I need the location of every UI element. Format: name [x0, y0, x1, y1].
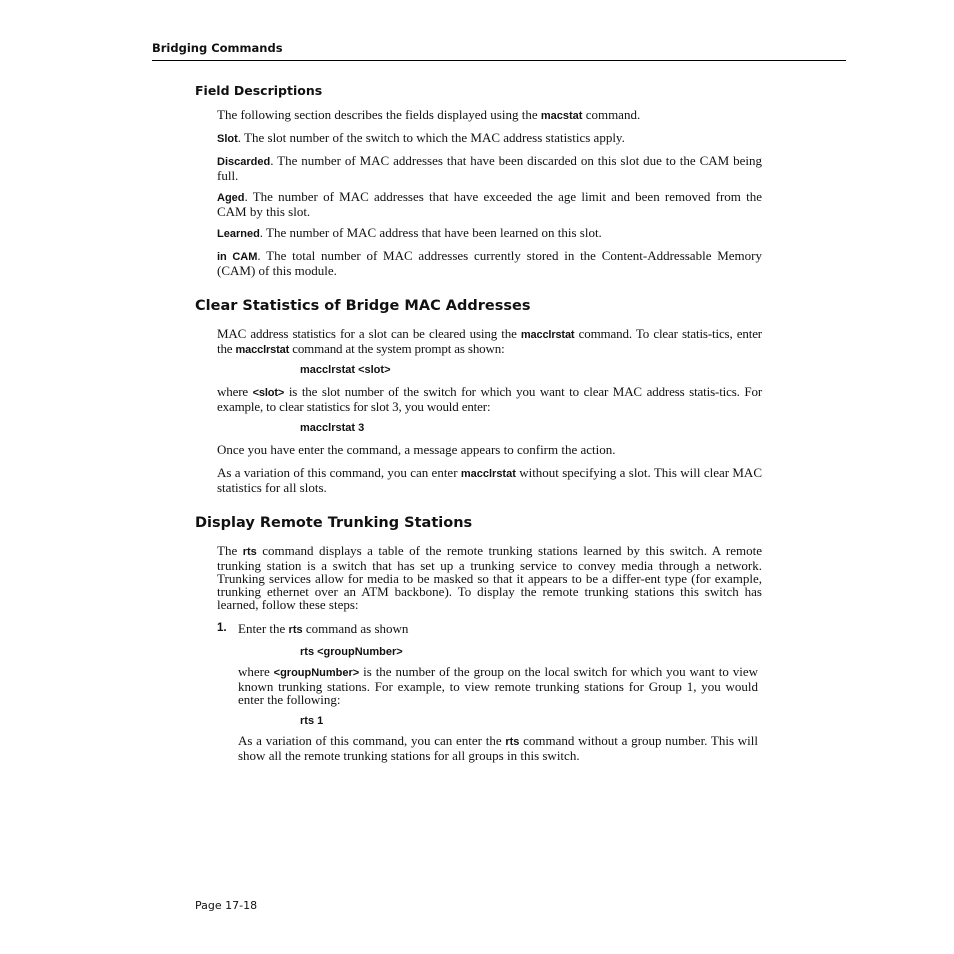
step-1-paragraph-2 — [238, 665, 758, 706]
intro-text-after: command. — [582, 107, 641, 122]
field-term: Discarded — [217, 156, 271, 168]
text-run: command. To clear statis-tics, enter the — [217, 326, 762, 356]
inline-command: macclrstat — [235, 344, 290, 356]
text-run: As a variation of this command, you can enter — [217, 465, 461, 480]
field-aged — [217, 190, 762, 218]
field-text: . The total number of MAC addresses currently stored in the Content-Addressable Memory (CAM) of this module. — [217, 248, 762, 278]
text-run: where — [217, 384, 253, 399]
code-example-rts-groupnumber: rts <groupNumber> — [300, 646, 403, 658]
inline-command: <slot> — [252, 387, 285, 399]
inline-command: <groupNumber> — [273, 667, 360, 679]
field-term: Aged — [217, 192, 245, 204]
field-text: . The slot number of the switch to which the MAC address statistics apply. — [237, 130, 625, 145]
code-example-rts-1: rts 1 — [300, 715, 324, 727]
page-number: Page 17-18 — [195, 899, 258, 912]
field-term: Slot — [217, 133, 238, 145]
rts-heading: Display Remote Trunking Stations — [195, 515, 473, 531]
text-run: As a variation of this command, you can enter the — [238, 733, 506, 748]
clear-stats-paragraph-3: Once you have enter the command, a message appears to confirm the action. — [217, 442, 616, 457]
field-in-cam — [217, 249, 762, 277]
intro-text-before: The following section describes the fields displayed using the — [217, 107, 541, 122]
text-run: where — [238, 664, 274, 679]
field-text: . The number of MAC addresses that have exceeded the age limit and been removed from the CAM by this slot. — [217, 189, 762, 219]
code-example-macclrstat-slot: macclrstat <slot> — [300, 364, 391, 376]
step-1-paragraph-3 — [238, 734, 758, 762]
code-example-macclrstat-3: macclrstat 3 — [300, 422, 365, 434]
rts-paragraph-1 — [217, 544, 762, 611]
inline-command: rts — [505, 736, 520, 748]
clear-stats-paragraph-2 — [217, 385, 762, 413]
field-term: in CAM — [217, 251, 258, 263]
text-run: command as shown — [302, 621, 409, 636]
field-descriptions-intro — [217, 108, 762, 123]
running-header — [152, 40, 846, 61]
field-text: . The number of MAC address that have been learned on this slot. — [259, 225, 602, 240]
text-run: is the slot number of the switch for which you want to clear MAC address statis-tics. For example, to clear statistics for slot 3, you would enter: — [217, 384, 762, 414]
running-header-title: Bridging Commands — [152, 41, 283, 55]
field-discarded — [217, 154, 762, 182]
text-run: The — [217, 543, 243, 558]
text-run: command without a group number. This will show all the remote trunking stations for all groups in this switch. — [238, 733, 759, 763]
text-run: is the number of the group on the local switch for which you want to view known trunking stations. For example, to view remote trunking stations for Group 1, you would enter the following: — [238, 664, 758, 707]
text-run: command displays a table of the remote trunking stations learned by this switch. A remote trunking station is a switch that has set up a trunking service to convey media through a network. Trunking services allow for media to be masked so that it appears to be a differ-ent type (for example, trunking ethernet over an ATM backbone). To display the remote trunking stations this switch has learned, follow these steps: — [217, 543, 762, 612]
text-run: Enter the — [238, 621, 289, 636]
clear-stats-heading: Clear Statistics of Bridge MAC Addresses — [195, 298, 531, 314]
field-slot — [217, 131, 762, 146]
inline-command: rts — [242, 546, 257, 558]
inline-command: macstat — [540, 110, 583, 122]
field-text: . The number of MAC addresses that have been discarded on this slot due to the CAM being full. — [217, 153, 762, 183]
step-1-text — [238, 622, 758, 637]
text-run: without specifying a slot. This will clear MAC statistics for all slots. — [217, 465, 762, 495]
field-descriptions-heading: Field Descriptions — [195, 83, 323, 98]
inline-command: rts — [288, 624, 303, 636]
field-term: Learned — [217, 228, 260, 240]
clear-stats-paragraph-4 — [217, 466, 762, 494]
inline-command: macclrstat — [460, 468, 516, 480]
text-run: MAC address statistics for a slot can be cleared using the — [217, 326, 521, 341]
clear-stats-paragraph-1 — [217, 327, 762, 357]
inline-command: macclrstat — [520, 329, 575, 341]
step-number: 1. — [217, 622, 227, 634]
field-learned — [217, 226, 762, 241]
text-run: command at the system prompt as shown: — [289, 341, 505, 356]
